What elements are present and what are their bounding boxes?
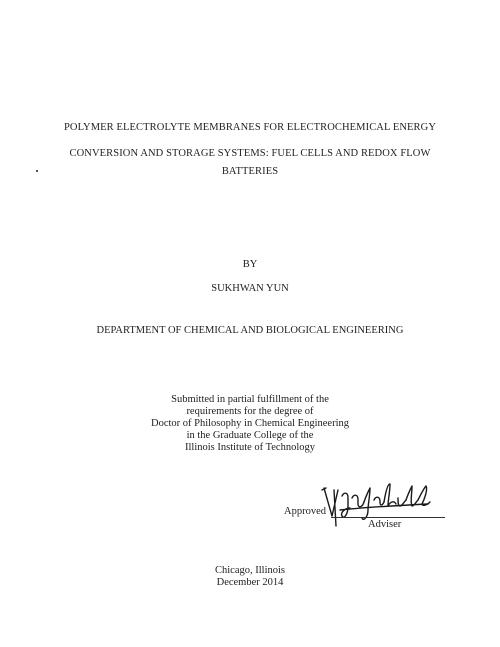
location: Chicago, Illinois: [215, 565, 285, 576]
submission-statement: [0, 394, 500, 454]
submission-line-3: Doctor of Philosophy in Chemical Engineering: [150, 418, 349, 429]
submission-line-1: Submitted in partial fulfillment of the: [171, 394, 329, 405]
title-line-3: BATTERIES: [221, 166, 279, 177]
submission-line-2: requirements for the degree of: [186, 406, 314, 417]
by-label: BY: [242, 259, 258, 270]
author-name: SUKHWAN YUN: [211, 283, 289, 294]
title-line-1: POLYMER ELECTROLYTE MEMBRANES FOR ELECTROCHEMICAL ENERGY: [63, 122, 437, 133]
signature-line: [331, 517, 445, 518]
date: December 2014: [216, 577, 284, 588]
submission-line-5: Illinois Institute of Technology: [184, 442, 315, 453]
adviser-label: Adviser: [368, 519, 402, 530]
approved-label: Approved: [284, 506, 326, 517]
submission-line-4: in the Graduate College of the: [186, 430, 314, 441]
scan-speck: [36, 170, 38, 172]
title-line-2: CONVERSION AND STORAGE SYSTEMS: FUEL CELLS AND REDOX FLOW: [69, 148, 431, 159]
department-name: DEPARTMENT OF CHEMICAL AND BIOLOGICAL ENGINEERING: [96, 325, 404, 336]
